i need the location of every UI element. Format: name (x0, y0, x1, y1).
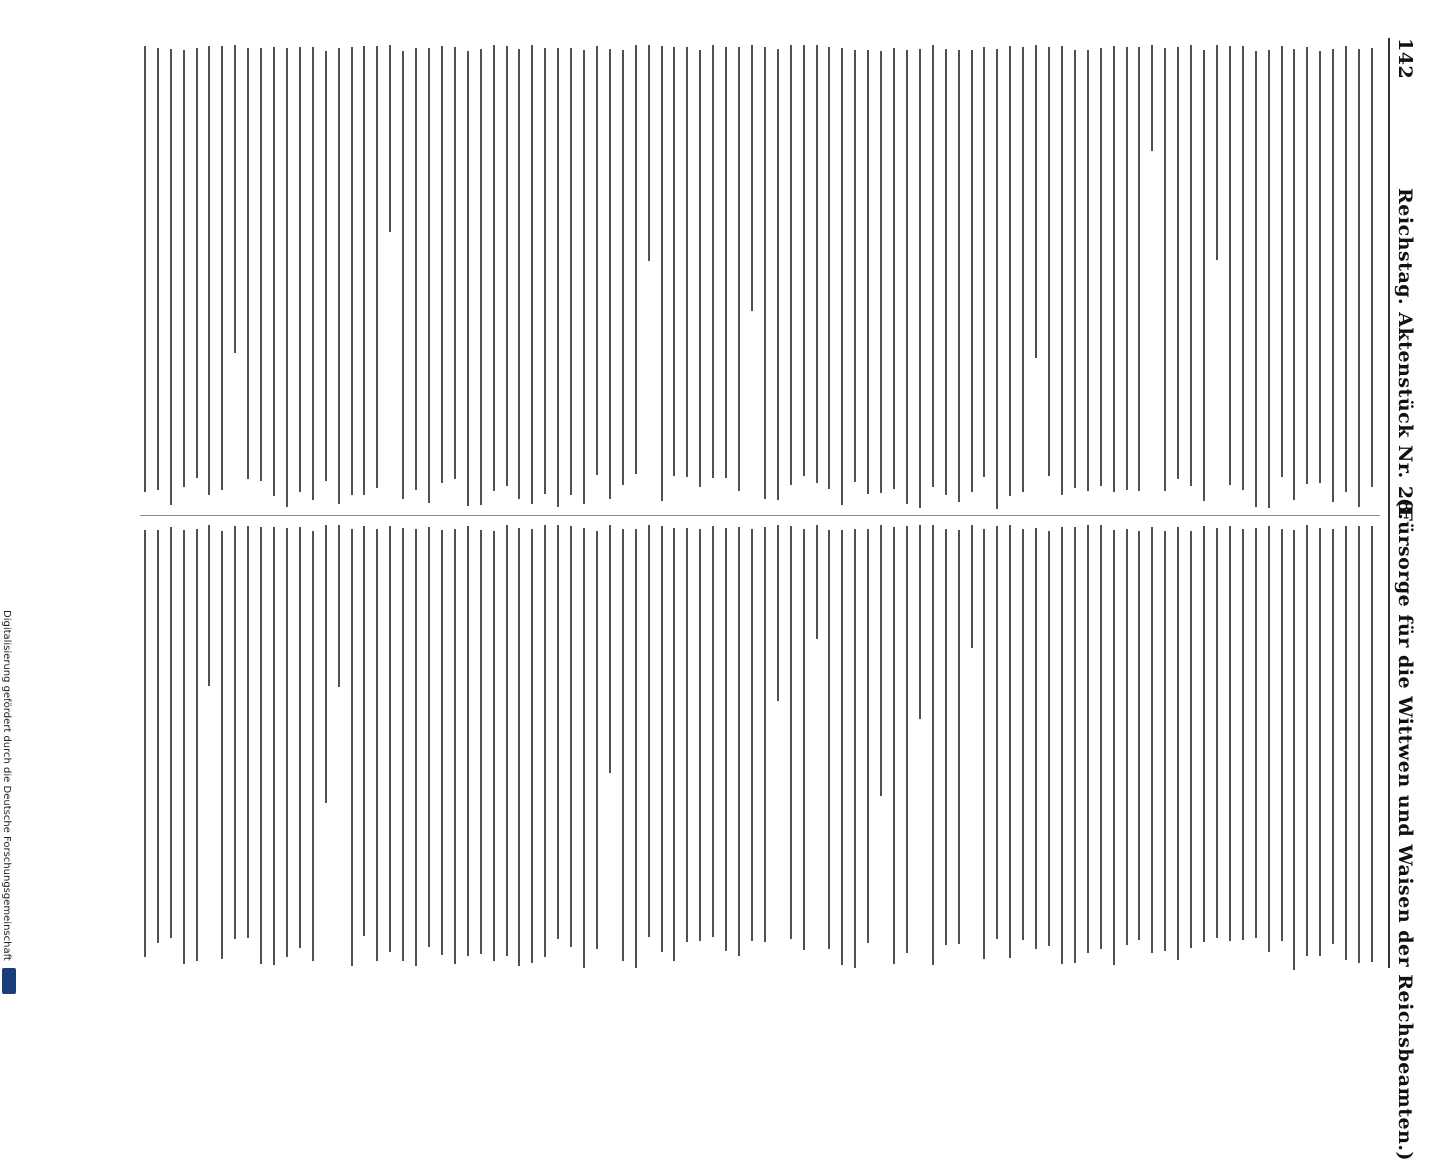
text-line (506, 525, 508, 956)
text-line (983, 47, 985, 476)
text-line (170, 527, 172, 938)
text-column-lower (140, 525, 1380, 965)
text-line (712, 526, 714, 937)
text-line (1281, 529, 1283, 941)
text-line (945, 49, 947, 495)
text-line (338, 48, 340, 504)
text-line (1100, 525, 1102, 948)
text-line (1177, 527, 1179, 960)
text-line (415, 48, 417, 490)
text-line (221, 531, 223, 959)
text-line (1138, 47, 1140, 491)
text-line (234, 45, 236, 353)
text-line (738, 527, 740, 956)
text-line (234, 526, 236, 940)
text-line (906, 526, 908, 952)
text-line (544, 48, 546, 495)
text-line (751, 529, 753, 941)
text-line (1229, 46, 1231, 485)
text-line (971, 525, 973, 648)
text-line (661, 526, 663, 952)
section-title: (Fürsorge für die Wittwen und Waisen der Reichsbeamten.) (1394, 498, 1416, 1161)
text-line (919, 49, 921, 509)
text-line (635, 529, 637, 968)
text-line (338, 525, 340, 687)
text-line (945, 529, 947, 945)
text-line (1371, 48, 1373, 487)
text-line (983, 529, 985, 959)
text-line (454, 529, 456, 963)
text-line (531, 529, 533, 963)
text-line (673, 47, 675, 476)
text-line (1216, 528, 1218, 938)
text-line (441, 46, 443, 482)
text-line (467, 51, 469, 506)
text-line (467, 526, 469, 956)
text-line (893, 48, 895, 489)
text-line (196, 529, 198, 961)
text-line (273, 47, 275, 496)
text-line (299, 47, 301, 492)
text-line (1035, 528, 1037, 949)
text-line (609, 49, 611, 499)
text-line (583, 50, 585, 503)
text-line (389, 45, 391, 232)
text-line (725, 47, 727, 478)
text-line (1126, 47, 1128, 490)
text-line (273, 527, 275, 965)
text-line (854, 50, 856, 482)
text-line (880, 51, 882, 494)
text-line (699, 529, 701, 942)
text-line (1358, 49, 1360, 508)
text-line (144, 530, 146, 957)
text-line (1113, 530, 1115, 966)
text-line (170, 49, 172, 505)
text-line (325, 51, 327, 481)
text-column-upper (140, 45, 1380, 505)
page-header (1394, 38, 1416, 1161)
text-line (828, 47, 830, 489)
text-line (596, 531, 598, 949)
text-line (1332, 49, 1334, 502)
digitization-credit: Digitalisierung gefördert durch die Deutsche Forschungsgemeinschaft (1, 610, 12, 961)
text-line (183, 530, 185, 963)
column-divider (140, 515, 1380, 516)
text-line (1319, 528, 1321, 957)
text-line (1371, 526, 1373, 962)
text-line (867, 529, 869, 943)
text-line (1255, 528, 1257, 938)
text-line (996, 526, 998, 938)
text-line (363, 526, 365, 936)
text-line (622, 529, 624, 961)
text-line (1048, 531, 1050, 946)
text-line (570, 526, 572, 948)
text-line (932, 525, 934, 965)
text-line (1255, 51, 1257, 507)
text-line (428, 48, 430, 503)
text-line (1306, 525, 1308, 956)
text-line (247, 48, 249, 480)
text-line (1126, 529, 1128, 946)
text-line (196, 48, 198, 478)
text-line (686, 47, 688, 477)
text-line (570, 48, 572, 495)
text-line (1293, 530, 1295, 970)
text-line (221, 46, 223, 489)
text-line (402, 528, 404, 961)
text-line (351, 47, 353, 494)
text-line (596, 46, 598, 475)
text-line (1306, 47, 1308, 484)
text-line (260, 48, 262, 482)
text-line (1009, 46, 1011, 496)
text-line (790, 45, 792, 484)
text-line (648, 525, 650, 937)
text-line (493, 531, 495, 962)
text-line (919, 525, 921, 719)
text-line (260, 527, 262, 964)
text-line (1022, 529, 1024, 939)
text-line (480, 49, 482, 505)
text-line (506, 46, 508, 485)
text-line (402, 51, 404, 500)
text-line (958, 50, 960, 502)
text-line (648, 45, 650, 261)
text-line (493, 45, 495, 491)
text-line (1151, 45, 1153, 151)
text-line (1268, 50, 1270, 508)
text-line (790, 526, 792, 940)
text-line (1100, 48, 1102, 487)
text-line (661, 46, 663, 501)
text-line (1138, 531, 1140, 940)
text-line (1177, 47, 1179, 478)
text-line (1035, 45, 1037, 358)
text-line (996, 49, 998, 509)
text-line (1345, 46, 1347, 493)
text-line (312, 47, 314, 500)
text-line (1087, 525, 1089, 953)
text-line (816, 45, 818, 483)
text-line (893, 527, 895, 963)
text-line (841, 530, 843, 964)
text-line (1345, 526, 1347, 960)
text-line (686, 528, 688, 942)
text-line (1113, 46, 1115, 492)
text-line (157, 48, 159, 490)
text-line (958, 530, 960, 943)
text-line (286, 48, 288, 508)
text-line (764, 527, 766, 943)
text-line (1074, 527, 1076, 963)
text-line (544, 525, 546, 957)
text-line (712, 45, 714, 478)
text-line (1164, 531, 1166, 951)
text-line (1268, 526, 1270, 953)
text-line (557, 48, 559, 508)
text-line (286, 528, 288, 956)
text-line (971, 50, 973, 492)
text-line (1087, 50, 1089, 491)
text-line (144, 46, 146, 492)
text-line (816, 525, 818, 639)
text-line (1190, 45, 1192, 485)
text-line (1203, 526, 1205, 942)
text-line (157, 530, 159, 943)
text-line (841, 48, 843, 505)
text-line (880, 525, 882, 796)
text-line (725, 528, 727, 951)
text-line (1151, 527, 1153, 954)
text-line (583, 528, 585, 968)
text-line (351, 529, 353, 966)
text-line (363, 46, 365, 495)
text-line (1216, 45, 1218, 260)
text-line (518, 49, 520, 499)
text-line (312, 531, 314, 961)
text-line (415, 529, 417, 966)
text-line (906, 50, 908, 503)
text-line (609, 525, 611, 773)
text-line (1242, 46, 1244, 490)
text-line (932, 45, 934, 487)
text-line (1229, 526, 1231, 941)
text-line (803, 529, 805, 950)
text-line (828, 530, 830, 949)
text-line (208, 525, 210, 686)
text-line (1074, 50, 1076, 488)
text-line (1319, 51, 1321, 484)
text-line (635, 45, 637, 474)
text-line (518, 528, 520, 966)
text-line (1293, 49, 1295, 500)
text-line (1358, 526, 1360, 963)
text-line (1164, 48, 1166, 490)
running-head: Reichstag. Aktenstück Nr. 28. (1394, 188, 1416, 521)
text-line (1048, 47, 1050, 476)
text-line (480, 530, 482, 954)
text-line (803, 45, 805, 475)
page-number: 142 (1394, 38, 1416, 80)
text-line (454, 47, 456, 479)
text-line (299, 527, 301, 948)
text-line (622, 50, 624, 485)
text-line (777, 49, 779, 500)
text-line (867, 50, 869, 494)
text-line (376, 529, 378, 961)
text-line (208, 46, 210, 495)
text-line (1061, 527, 1063, 963)
text-line (557, 525, 559, 938)
text-line (441, 530, 443, 955)
text-line (325, 525, 327, 803)
text-line (1190, 531, 1192, 948)
text-line (1061, 46, 1063, 495)
text-line (1242, 529, 1244, 939)
text-line (376, 46, 378, 488)
text-line (428, 527, 430, 947)
text-line (751, 45, 753, 311)
text-line (1281, 46, 1283, 477)
text-line (1009, 525, 1011, 957)
header-rule (1388, 38, 1390, 968)
text-line (1203, 50, 1205, 501)
dfg-logo-icon (2, 968, 16, 994)
text-line (699, 50, 701, 487)
text-line (673, 528, 675, 961)
text-line (764, 47, 766, 499)
text-line (183, 50, 185, 487)
text-line (1332, 529, 1334, 944)
text-line (1022, 47, 1024, 492)
text-line (854, 529, 856, 968)
text-line (389, 526, 391, 951)
text-line (777, 525, 779, 701)
text-line (247, 526, 249, 938)
text-line (531, 45, 533, 504)
text-line (738, 47, 740, 490)
